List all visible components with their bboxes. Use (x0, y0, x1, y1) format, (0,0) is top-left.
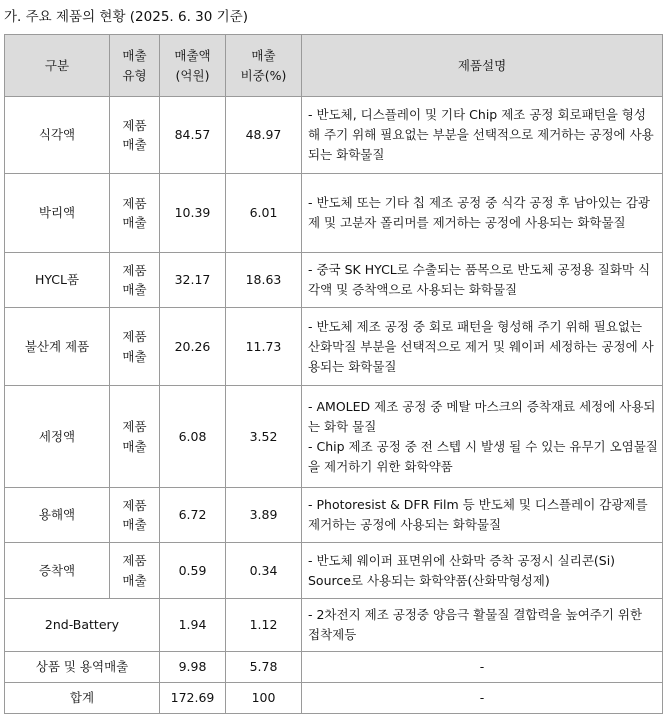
header-row (5, 35, 663, 97)
row-ratio: 18.63 (226, 253, 302, 308)
row-sales: 20.26 (160, 308, 226, 386)
header-sales-type-line1: 매출 (122, 48, 147, 64)
sales-type-line2: 매출 (122, 572, 147, 588)
sales-type-line1: 제품 (122, 329, 147, 345)
row-description (302, 174, 663, 253)
sales-type-line1: 제품 (122, 553, 147, 569)
description-text: - AMOLED 제조 공정 중 메탈 마스크의 증착재료 세정에 사용되는 화학 물질 (308, 398, 656, 434)
table-row (5, 308, 663, 386)
description-text: - 반도체 또는 기타 칩 제조 공정 중 식각 공정 후 남아있는 감광제 및 고분자 폴리머를 제거하는 공정에 사용되는 화학물질 (308, 195, 650, 230)
row-ratio: 3.52 (226, 386, 302, 488)
table-row (5, 174, 663, 253)
description-text: - 반도체, 디스플레이 및 기타 Chip 제조 공정 회로패턴을 형성해 주기 위해 필요없는 부분을 선택적으로 제거하는 공정에 사용되는 화학물질 (308, 107, 654, 162)
section-title: 가. 주요 제품의 현황 (2025. 6. 30 기준) (4, 9, 248, 25)
row-sales-type (110, 253, 160, 308)
description-text: - Chip 제조 공정 중 전 스텝 시 발생 될 수 있는 유무기 오염물질을 제거하기 위한 화학약품 (308, 438, 658, 474)
row-category: 상품 및 용역매출 (5, 652, 160, 683)
table-row (5, 543, 663, 599)
row-sales-type (110, 543, 160, 599)
sales-type-line2: 매출 (122, 137, 147, 152)
header-description: 제품설명 (302, 35, 663, 97)
row-category: 불산계 제품 (5, 308, 110, 386)
row-sales: 9.98 (160, 652, 226, 683)
row-ratio: 1.12 (226, 599, 302, 652)
row-sales-type (110, 308, 160, 386)
row-description (302, 599, 663, 652)
row-ratio: 11.73 (226, 308, 302, 386)
row-category: 증착액 (5, 543, 110, 599)
total-ratio: 100 (226, 683, 302, 714)
row-description (302, 386, 663, 488)
description-text: - 중국 SK HYCL로 수출되는 품목으로 반도체 공정용 질화막 식각액 및 증착액으로 사용되는 화학물질 (308, 262, 651, 297)
row-sales: 6.08 (160, 386, 226, 488)
header-ratio (226, 35, 302, 97)
row-description (302, 488, 663, 543)
row-category: 용해액 (5, 488, 110, 543)
table-row (5, 97, 663, 174)
header-category: 구분 (5, 35, 110, 97)
table-row (5, 652, 663, 683)
row-description (302, 543, 663, 599)
description-text: - 2차전지 제조 공정중 양음극 활물질 결합력을 높여주기 위한 접착제등 (308, 607, 643, 642)
row-ratio: 5.78 (226, 652, 302, 683)
row-ratio: 0.34 (226, 543, 302, 599)
description-text: - 반도체 웨이퍼 표면위에 산화막 증착 공정시 실리콘(Si) Source로 사용되는 화학약품(산화막형성제) (308, 552, 616, 588)
table-row (5, 599, 663, 652)
row-sales: 84.57 (160, 97, 226, 174)
total-row (5, 683, 663, 714)
row-category: 세정액 (5, 386, 110, 488)
row-ratio: 6.01 (226, 174, 302, 253)
header-sales-line1: 매출액 (174, 48, 211, 64)
row-category: 2nd-Battery (5, 599, 160, 652)
total-label: 합계 (5, 683, 160, 714)
row-description (302, 253, 663, 308)
sales-type-line1: 제품 (122, 419, 147, 435)
table-row (5, 488, 663, 543)
row-sales: 32.17 (160, 253, 226, 308)
header-sales-type (110, 35, 160, 97)
header-ratio-line1: 매출 (251, 48, 276, 64)
row-category: 식각액 (5, 97, 110, 174)
row-description (302, 97, 663, 174)
row-sales: 6.72 (160, 488, 226, 543)
sales-type-line2: 매출 (122, 282, 147, 297)
table-row (5, 253, 663, 308)
product-table (4, 34, 663, 714)
sales-type-line2: 매출 (122, 438, 147, 454)
sales-type-line2: 매출 (122, 215, 147, 230)
sales-type-line1: 제품 (122, 117, 147, 133)
header-sales-line2: (억원) (175, 67, 210, 83)
sales-type-line2: 매출 (122, 348, 147, 364)
row-sales: 1.94 (160, 599, 226, 652)
description-text: - 반도체 제조 공정 중 회로 패턴을 형성해 주기 위해 필요없는 산화막질 부분을 선택적으로 제거 및 웨이퍼 세정하는 공정에 사용되는 화학물질 (308, 318, 654, 374)
row-category: 박리액 (5, 174, 110, 253)
sales-type-line1: 제품 (122, 262, 147, 278)
row-sales-type (110, 97, 160, 174)
row-description: - (302, 652, 663, 683)
header-sales-type-line2: 유형 (122, 67, 147, 83)
total-sales: 172.69 (160, 683, 226, 714)
header-sales (160, 35, 226, 97)
sales-type-line2: 매출 (122, 517, 147, 532)
row-description (302, 308, 663, 386)
description-text: - Photoresist & DFR Film 등 반도체 및 디스플레이 감광제를 제거하는 공정에 사용되는 화학물질 (308, 497, 648, 532)
sales-type-line1: 제품 (122, 195, 147, 211)
row-ratio: 3.89 (226, 488, 302, 543)
sales-type-line1: 제품 (122, 497, 147, 513)
row-sales-type (110, 488, 160, 543)
row-ratio: 48.97 (226, 97, 302, 174)
row-category: HYCL품 (5, 253, 110, 308)
row-sales-type (110, 386, 160, 488)
row-sales: 10.39 (160, 174, 226, 253)
total-description: - (302, 683, 663, 714)
row-sales: 0.59 (160, 543, 226, 599)
header-ratio-line2: 비중(%) (240, 67, 287, 83)
table-row (5, 386, 663, 488)
row-sales-type (110, 174, 160, 253)
